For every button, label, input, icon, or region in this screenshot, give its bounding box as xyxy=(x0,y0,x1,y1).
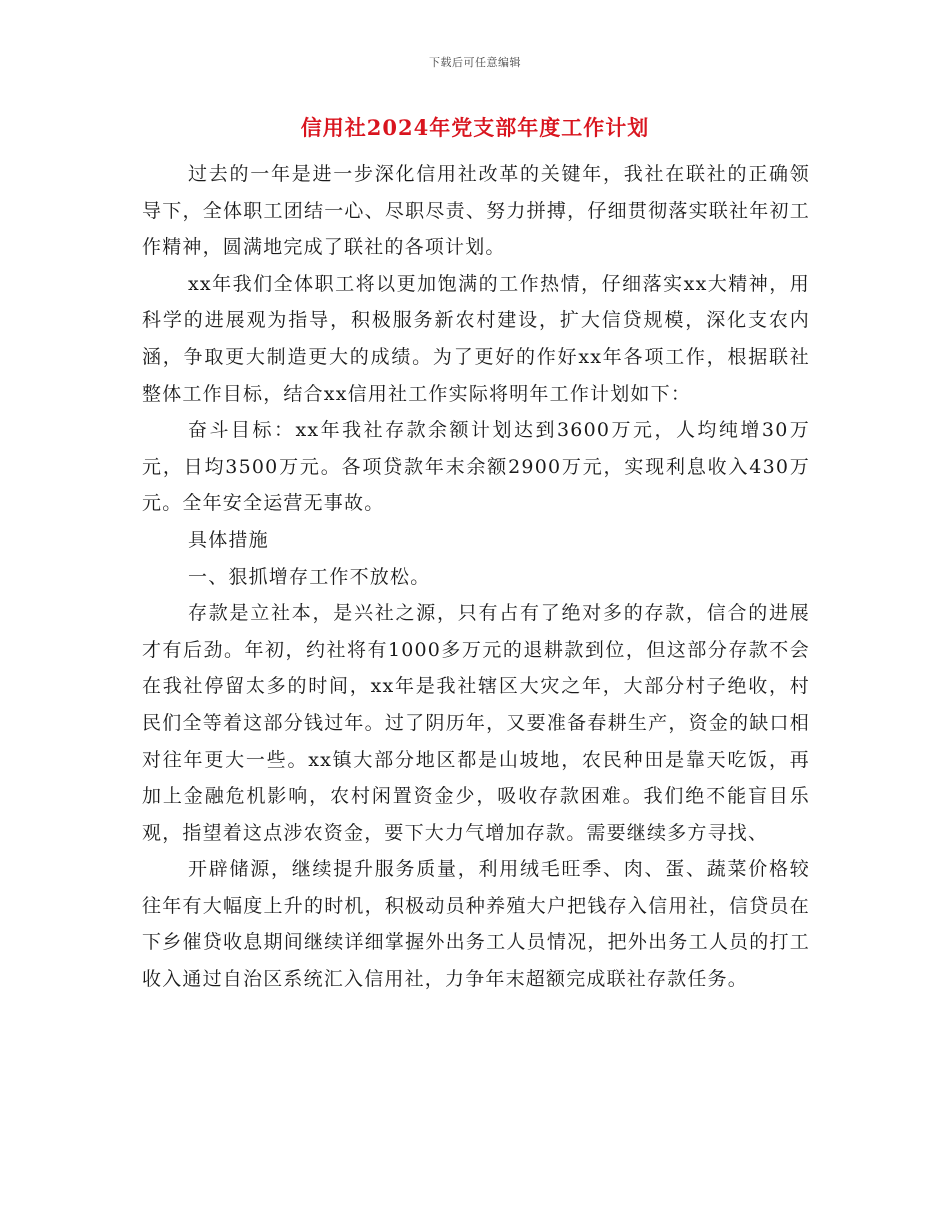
paragraph-sources: 开辟储源，继续提升服务质量，利用绒毛旺季、肉、蛋、蔬菜价格较往年有大幅度上升的时机，积极动员种养殖大户把钱存入信用社，信贷员在下乡催贷收息期间继续详细掌握外出务工人员情况，把外出务工人员的打工收入通过自治区系统汇入信用社，力争年末超额完成联社存款任务。 xyxy=(142,858,810,991)
document-body xyxy=(142,156,810,998)
paragraph-deposits: 存款是立社本，是兴社之源，只有占有了绝对多的存款，信合的进展才有后劲。年初，约社将有1000多万元的退耕款到位，但这部分存款不会在我社停留太多的时间，xx年是我社辖区大灾之年，大部分村子绝收，村民们全等着这部分钱过年。过了阴历年，又要准备春耕生产，资金的缺口相对往年更大一些。xx镇大部分地区都是山坡地，农民种田是靠天吃饭，再加上金融危机影响，农村闲置资金少，吸收存款困难。我们绝不能盲目乐观，指望着这点涉农资金，要下大力气增加存款。需要继续多方寻找、 xyxy=(142,602,810,844)
paragraph-plan: xx年我们全体职工将以更加饱满的工作热情，仔细落实xx大精神，用科学的进展观为指导，积极服务新农村建设，扩大信贷规模，深化支农内涵，争取更大制造更大的成绩。为了更好的作好xx年各项工作，根据联社整体工作目标，结合xx信用社工作实际将明年工作计划如下： xyxy=(142,272,810,405)
header-note: 下载后可任意编辑 xyxy=(429,56,521,69)
paragraph-goals: 奋斗目标：xx年我社存款余额计划达到3600万元，人均纯增30万元，日均3500万元。各项贷款年末余额2900万元，实现利息收入430万元。全年安全运营无事故。 xyxy=(142,419,810,515)
document-title: 信用社2024年党支部年度工作计划 xyxy=(300,115,650,140)
paragraph-intro: 过去的一年是进一步深化信用社改革的关键年，我社在联社的正确领导下，全体职工团结一心、尽职尽责、努力拼搏，仔细贯彻落实联社年初工作精神，圆满地完成了联社的各项计划。 xyxy=(142,163,810,259)
paragraph-measures-heading: 具体措施 xyxy=(188,528,269,551)
paragraph-section-one-heading: 一、狠抓增存工作不放松。 xyxy=(188,565,431,588)
